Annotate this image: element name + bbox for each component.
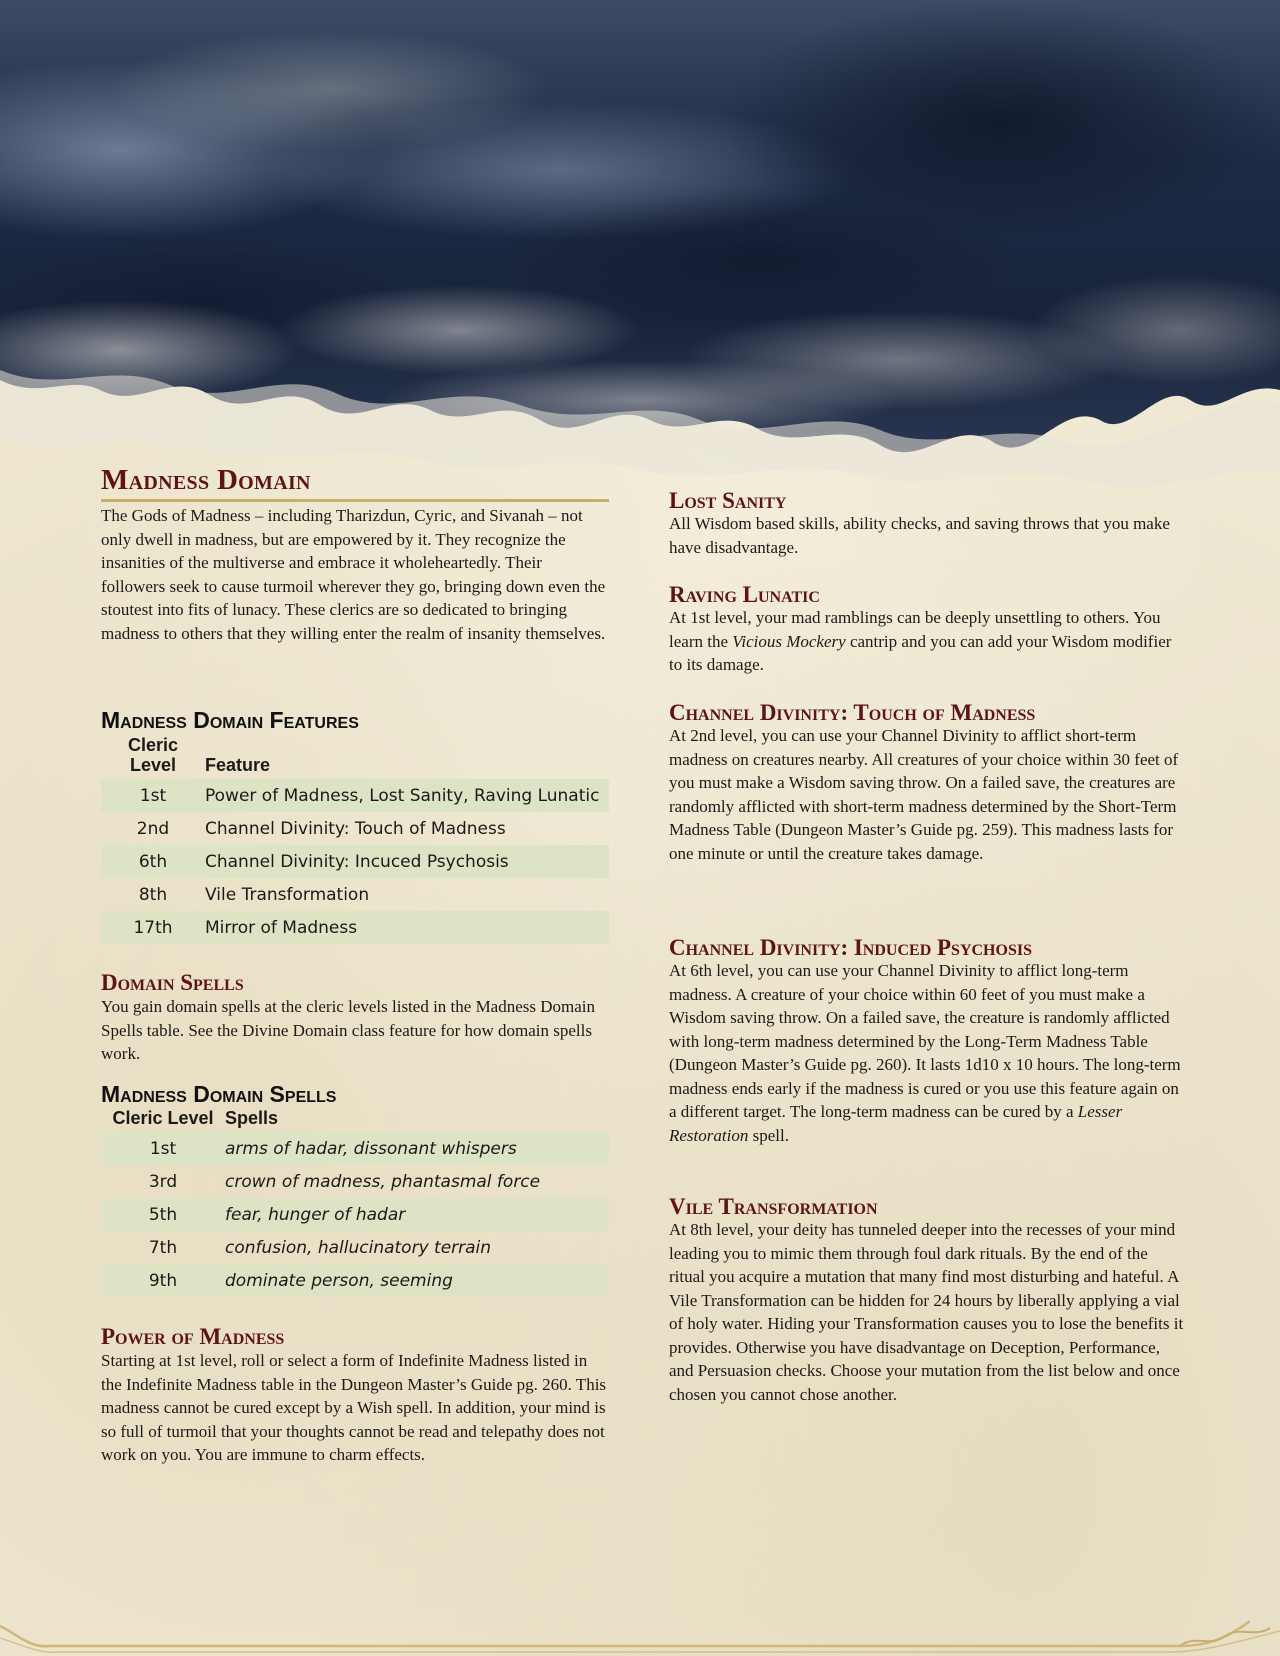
induced-psychosis-paragraph: At 6th level, you can use your Channel Divinity to afflict long-term madness. A creature of your choice within 60 feet of you must make a Wisdom saving throw. On a failed save, the creature is randomly afflicted with long-term madness determined by the Long-Term Madness Table (Dungeon Master’s Guide pg. 260). It lasts 1d10 x 10 hours. The long-term madness ends early if the madness is cured or you use this feature again on a different target. The long-term madness can be cured by a Lesser Restoration spell. [669, 961, 1181, 1145]
table-row: 1st Power of Madness, Lost Sanity, Raving Lunatic [101, 779, 609, 812]
table-row: 5th fear, hunger of hadar [101, 1198, 609, 1231]
domain-spells-heading: Domain Spells [101, 970, 244, 995]
touch-of-madness-heading: Channel Divinity: Touch of Madness [669, 700, 1036, 725]
table-row: 1st arms of hadar, dissonant whispers [101, 1132, 609, 1165]
spells-table-header [101, 1108, 609, 1132]
page-title: Madness Domain [101, 464, 311, 496]
vile-transformation-paragraph: At 8th level, your deity has tunneled deeper into the recesses of your mind leading you to mimic them through foul dark rituals. By the end of the ritual you acquire a mutation that many find most disturbing and hateful. A Vile Transformation can be hidden for 24 hours by liberally applying a vial of holy water. Hiding your Transformation causes you to lose the benefits it provides. Otherwise you have disadvantage on Deception, Performance, and Persuasion checks. Choose your mutation from the list below and once chosen you cannot chose another. [669, 1220, 1184, 1404]
spells-col-level: Cleric Level [112, 1108, 214, 1128]
lost-sanity-paragraph: All Wisdom based skills, ability checks, and saving throws that you make have disadvantage. [669, 514, 1170, 557]
table-row: 3rd crown of madness, phantasmal force [148, 1171, 541, 1192]
table-row: 9th dominate person, seeming [101, 1264, 609, 1297]
storm-sky-illustration [0, 0, 1280, 520]
vicious-mockery-spell: Vicious Mockery [732, 631, 846, 651]
power-of-madness-heading: Power of Madness [101, 1324, 285, 1349]
table-row: 6th Channel Divinity: Incuced Psychosis [101, 845, 609, 878]
title-rule [101, 499, 609, 502]
vile-transformation-heading: Vile Transformation [669, 1194, 878, 1219]
features-heading: Madness Domain Features [101, 707, 359, 733]
table-row: 7th confusion, hallucinatory terrain [148, 1237, 492, 1258]
table-row: 17th Mirror of Madness [101, 911, 609, 944]
raving-lunatic-heading: Raving Lunatic [669, 582, 820, 607]
page-bottom-ornament [0, 1576, 1280, 1656]
lost-sanity-heading: Lost Sanity [669, 488, 787, 513]
features-table-header [101, 735, 609, 779]
domain-spells-paragraph: You gain domain spells at the cleric levels listed in the Madness Domain Spells table. See the Divine Domain class feature for how domain spells work. [101, 997, 596, 1063]
power-of-madness-paragraph: Starting at 1st level, roll or select a form of Indefinite Madness listed in the Indefinite Madness table in the Dungeon Master’s Guide pg. 260. This madness cannot be cured except by a Wish spell. In addition, your mind is so full of turmoil that your thoughts cannot be read and telepathy does not work on you. You are immune to charm effects. [101, 1351, 607, 1464]
table-row: 2nd Channel Divinity: Touch of Madness [136, 818, 506, 839]
spells-table [101, 1108, 609, 1297]
lesser-restoration-spell: Lesser Restoration [669, 1102, 1123, 1145]
features-col-feature: Feature [205, 755, 271, 775]
intro-paragraph: The Gods of Madness – including Tharizdun, Cyric, and Sivanah – not only dwell in madness, but are empowered by it. They recognize the insanities of the multiverse and embrace it wholeheartedly. Their followers seek to cause turmoil wherever they go, bringing down even the stoutest into fits of lunacy. These clerics are so dedicated to bringing madness to others that they willing enter the realm of insanity themselves. [101, 506, 606, 643]
raving-lunatic-paragraph: At 1st level, your mad ramblings can be deeply unsettling to others. You learn the Vicious Mockery cantrip and you can add your Wisdom modifier to its damage. [669, 608, 1172, 674]
spells-col-spells: Spells [225, 1108, 279, 1128]
table-row: 8th Vile Transformation [138, 884, 370, 905]
spells-heading: Madness Domain Spells [101, 1081, 337, 1107]
induced-psychosis-heading: Channel Divinity: Induced Psychosis [669, 935, 1032, 960]
touch-of-madness-paragraph: At 2nd level, you can use your Channel Divinity to afflict short-term madness on creatures nearby. All creatures of your choice within 30 feet of you must make a Wisdom saving throw. On a failed save, the creatures are randomly afflicted with short-term madness determined by the Short-Term Madness Table (Dungeon Master’s Guide pg. 259). This madness lasts for one minute or until the creature takes damage. [669, 726, 1179, 863]
features-table [101, 735, 609, 944]
features-col-level: Cleric Level [127, 735, 179, 775]
